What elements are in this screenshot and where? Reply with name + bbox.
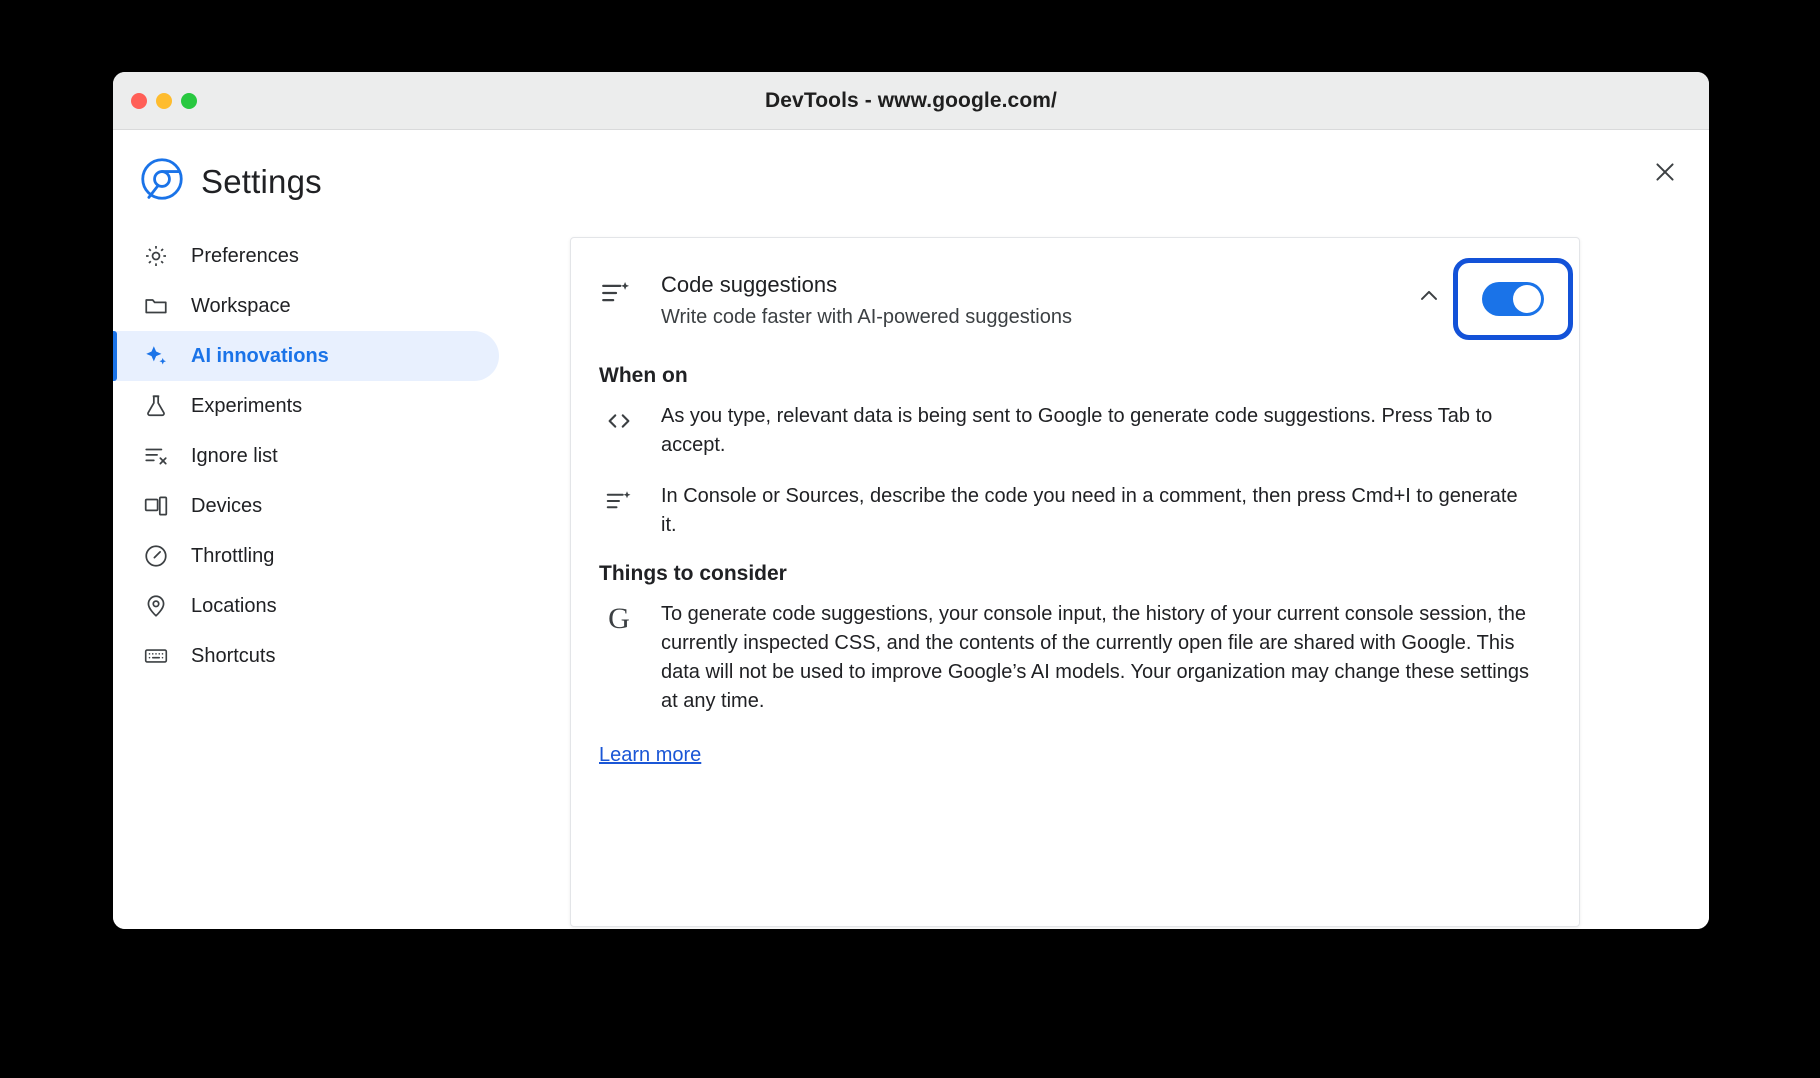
sidebar-item-preferences[interactable] (113, 231, 499, 281)
folder-icon (143, 293, 169, 319)
devices-icon (143, 493, 169, 519)
things-to-consider-item (599, 600, 1535, 716)
sidebar-item-label: Throttling (191, 544, 275, 567)
things-to-consider-heading: Things to consider (599, 562, 787, 585)
when-on-item (599, 482, 1535, 540)
gauge-icon (143, 543, 169, 569)
settings-sidebar (113, 130, 515, 681)
sidebar-item-label: Devices (191, 494, 263, 517)
when-on-heading: When on (599, 364, 688, 387)
sidebar-item-label: Preferences (191, 244, 299, 267)
when-on-item-text: In Console or Sources, describe the code you need in a comment, then press Cmd+I to generate it. (661, 485, 1518, 536)
when-on-item (599, 402, 1535, 460)
code-brackets-icon (599, 406, 639, 436)
flask-icon (143, 393, 169, 419)
sidebar-item-experiments[interactable] (113, 381, 499, 431)
keyboard-icon (143, 643, 169, 669)
minimize-window-button[interactable] (156, 93, 172, 109)
panel-title: Code suggestions (661, 272, 838, 297)
page-title: Settings (201, 162, 322, 200)
window-titlebar (113, 72, 1709, 130)
sidebar-item-label: Workspace (191, 294, 291, 317)
sidebar-item-ai-innovations[interactable] (113, 331, 499, 381)
sparkle-diamond-icon (143, 343, 169, 369)
close-icon (1652, 159, 1678, 185)
location-pin-icon (143, 593, 169, 619)
toggle-knob (1513, 285, 1541, 313)
sidebar-item-label: Ignore list (191, 444, 278, 467)
panel-subtitle: Write code faster with AI-powered suggestions (661, 306, 1072, 328)
sidebar-item-shortcuts[interactable] (113, 631, 499, 681)
chrome-devtools-logo-icon (141, 158, 183, 205)
list-x-icon (143, 443, 169, 469)
settings-body (113, 130, 1709, 929)
sidebar-item-label: Locations (191, 594, 277, 617)
window-traffic-lights[interactable] (131, 93, 197, 109)
things-to-consider-item-text: To generate code suggestions, your console input, the history of your current console session, the currently inspected CSS, and the contents of the currently open file are shared with Google. This data will not be used to improve Google’s AI models. Your organization may change these settings at any time. (661, 603, 1529, 712)
when-on-item-text: As you type, relevant data is being sent to Google to generate code suggestions. Press Tab to accept. (661, 405, 1493, 456)
sidebar-item-label: Experiments (191, 394, 303, 417)
sidebar-item-ignore-list[interactable] (113, 431, 499, 481)
sidebar-item-locations[interactable] (113, 581, 499, 631)
ai-text-lines-sparkle-icon (599, 486, 639, 516)
toggle-highlight-box (1453, 258, 1573, 340)
sidebar-item-label: AI innovations (191, 344, 329, 367)
chevron-up-icon[interactable] (1415, 282, 1443, 310)
close-settings-button[interactable] (1647, 154, 1683, 190)
google-g-icon: G (608, 602, 630, 635)
panel-body (571, 342, 1579, 767)
panel-header (571, 238, 1579, 342)
close-window-button[interactable] (131, 93, 147, 109)
sidebar-item-devices[interactable] (113, 481, 499, 531)
ai-text-lines-sparkle-icon (599, 276, 633, 310)
code-suggestions-toggle[interactable] (1482, 282, 1544, 316)
maximize-window-button[interactable] (181, 93, 197, 109)
settings-header (113, 158, 515, 205)
window-title: DevTools - www.google.com/ (765, 88, 1057, 112)
sidebar-item-label: Shortcuts (191, 644, 276, 667)
gear-icon (143, 243, 169, 269)
devtools-settings-window (113, 72, 1709, 929)
code-suggestions-panel (570, 237, 1580, 927)
sidebar-item-workspace[interactable] (113, 281, 499, 331)
sidebar-item-throttling[interactable] (113, 531, 499, 581)
learn-more-link[interactable]: Learn more (599, 744, 702, 766)
